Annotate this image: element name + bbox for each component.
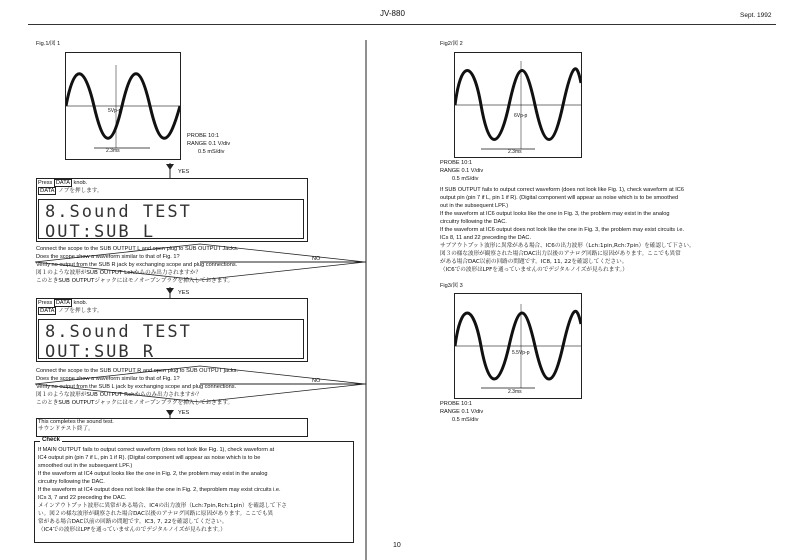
fig2-period: 2.3ms [508,149,522,155]
lcd1-line2: OUT:SUB L [45,222,156,242]
dec1-yes: YES [178,290,190,296]
right-para-6: ICs 8, 11 and 22 preceding the DAC. [440,235,532,241]
step1-ja-tail: ノブを押します。 [58,188,103,194]
check-line-7: メインアウトプット波形に異常がある場合、IC4の出力波形（Lch:7pin,Rch:1pin）を確認して下さ [38,503,287,509]
fig2-waveform [455,53,581,157]
fig3-period: 2.3ms [508,389,522,395]
check-line-5: If the waveform at IC4 output does not look like the one in Fig. 2, theproblem may exist circuits i.e. [38,487,281,493]
fig3-scope [454,293,582,399]
step2-knob: knob. [73,300,88,306]
fig3-label: Fig3/図 3 [440,283,463,289]
fig1-label: Fig.1/図 1 [36,41,61,47]
check-line-1: IC4 output pin (pin 7 if L, pin 1 if R). (Digital component will appear as noise which is to be [38,455,261,461]
right-para-4: circuitry following the DAC. [440,219,507,225]
check-line-0: If MAIN OUTPUT fails to output correct waveform (does not look like Fig. 1), check waveform at [38,447,275,453]
fig1-waveform [66,53,180,159]
dec2-line-2: Verify no output from the SUB L jack by exchanging scope and plug connections. [36,384,237,390]
dec2-yes: YES [178,410,190,416]
step2-instruction-ja [38,308,103,315]
dec1-no: NO [312,256,321,262]
dec1-line-4: このときSUB OUTPUTジャックにはモノオープンプラグを挿入しておきます。 [36,278,234,284]
fig3-probe-2: 0.5 mS/div [452,417,479,423]
check-line-10: （IC4での波形はLPFを通っていませんのでデジタルノイズが見られます。） [38,527,226,533]
fig2-probe-1: RANGE 0.1 V/div [440,168,484,174]
dec1-line-1: Does the scope show a waveform similar to that of Fig. 1? [36,254,180,260]
complete-ja: サウンドテスト終了。 [38,426,94,432]
step1-knob: knob. [73,180,88,186]
dec2-line-4: このときSUB OUTPUTジャックにはモノオープンプラグを挿入しておきます。 [36,400,234,406]
fig2-probe-2: 0.5 mS/div [452,176,479,182]
step1-data-key: DATA [55,180,70,186]
right-para-1: output pin (pin 7 if L, pin 1 if R). (Digital component will appear as noise which is to be smoothed [440,195,679,201]
right-para-2: out in the subsequent LPF.) [440,203,509,209]
dec1-line-0: Connect the scope to the SUB OUTPUT L and open plug to SUB OUTPUT Jacks. [36,246,239,252]
fig1-probe-1: RANGE 0.1 V/div [187,141,231,147]
lcd1-line1: 8.Sound TEST [45,202,192,222]
dec1-line-3: 図１のような波形がSUB OUTPUT Lchからのみ出力されますか？ [36,270,202,276]
right-para-9: がある場合DAC以前の回路の問題です。IC8, 11, 22を確認してください。 [440,259,628,265]
step2-press: Press [38,300,53,306]
step1-data-key-ja: DATA [40,188,55,194]
check-line-8: い。図２の様な波形が観察された場合DAC以後のアナログ回路に原因があります。ここでも異 [38,511,274,517]
step1-instruction-ja [38,188,103,195]
fig3-probe-0: PROBE 10:1 [440,401,473,407]
right-para-3: If the waveform at IC6 output looks like the one in Fig. 3, the problem may exist in the analog [440,211,670,217]
lcd-display-2 [38,319,304,362]
fig3-amplitude: 5.5Vp-p [512,350,530,356]
manual-date: Sept. 1992 [740,12,772,19]
right-para-0: If SUB OUTPUT fails to output correct waveform (does not look like Fig. 1), check waveform at IC6 [440,187,684,193]
right-para-5: If the waveform at IC6 output does not look like the one in Fig. 3, the problem may exist circuits i.e. [440,227,685,233]
check-line-6: ICs 3, 7 and 22 preceding the DAC. [38,495,127,501]
check-line-4: circuitry following the DAC. [38,479,105,485]
lcd2-line2: OUT:SUB R [45,342,156,362]
check-line-2: smoothed out in the subsequent LPF.) [38,463,133,469]
dec2-line-3: 図１のような波形がSUB OUTPUT Rchからのみ出力されますか？ [36,392,202,398]
yes-label-1: YES [178,169,190,175]
fig2-scope [454,52,582,158]
check-line-9: 常がある場合DAC以前の回路の問題です。IC3, 7, 22を確認してください。 [38,519,228,525]
fig1-probe-2: 0.5 mS/div [198,149,225,155]
fig3-probe-1: RANGE 0.1 V/div [440,409,484,415]
step2-data-key: DATA [55,300,70,306]
fig1-amplitude: 5Vp-p [108,108,122,114]
page-number: 10 [393,542,401,549]
fig1-period: 2.3ms [106,148,120,154]
manual-title: JV-880 [380,9,405,18]
fig1-probe-0: PROBE 10:1 [187,133,220,139]
check-line-3: If the waveform at IC4 output looks like the one in Fig. 2, the problem may exist in the analog [38,471,268,477]
step1-press: Press [38,180,53,186]
lcd2-line1: 8.Sound TEST [45,322,192,342]
right-para-8: 図３の様な波形が観察された場合DAC出力以後のアナログ回路に原因があります。ここでも異常 [440,251,681,257]
step2-ja-tail: ノブを押します。 [58,308,103,314]
step2-data-key-ja: DATA [40,308,55,314]
dec2-line-1: Does the scope show a waveform similar to that of Fig. 1? [36,376,180,382]
right-para-10: （IC6での波形はLPFを通っていませんのでデジタルノイズが見られます。） [440,267,628,273]
check-title: Check [42,437,61,443]
fig2-amplitude: 6Vp-p [514,113,528,119]
dec2-line-0: Connect the scope to the SUB OUTPUT R and open plug to SUB OUTPUT jacks. [36,368,238,374]
fig1-scope [65,52,181,160]
dec1-line-2: Verify no output from the SUB R jack by exchanging scope and plug connections. [36,262,238,268]
lcd-display-1 [38,199,304,242]
fig2-label: Fig2/図 2 [440,41,463,47]
fig2-probe-0: PROBE 10:1 [440,160,473,166]
right-para-7: サブアウトプット波形に異常がある場合、IC6の出力波形（Lch:1pin,Rch:7pin）を確認して下さい。 [440,243,695,249]
fig3-waveform [455,294,581,398]
dec2-no: NO [312,378,321,384]
complete-en: This completes the sound test. [38,419,114,425]
